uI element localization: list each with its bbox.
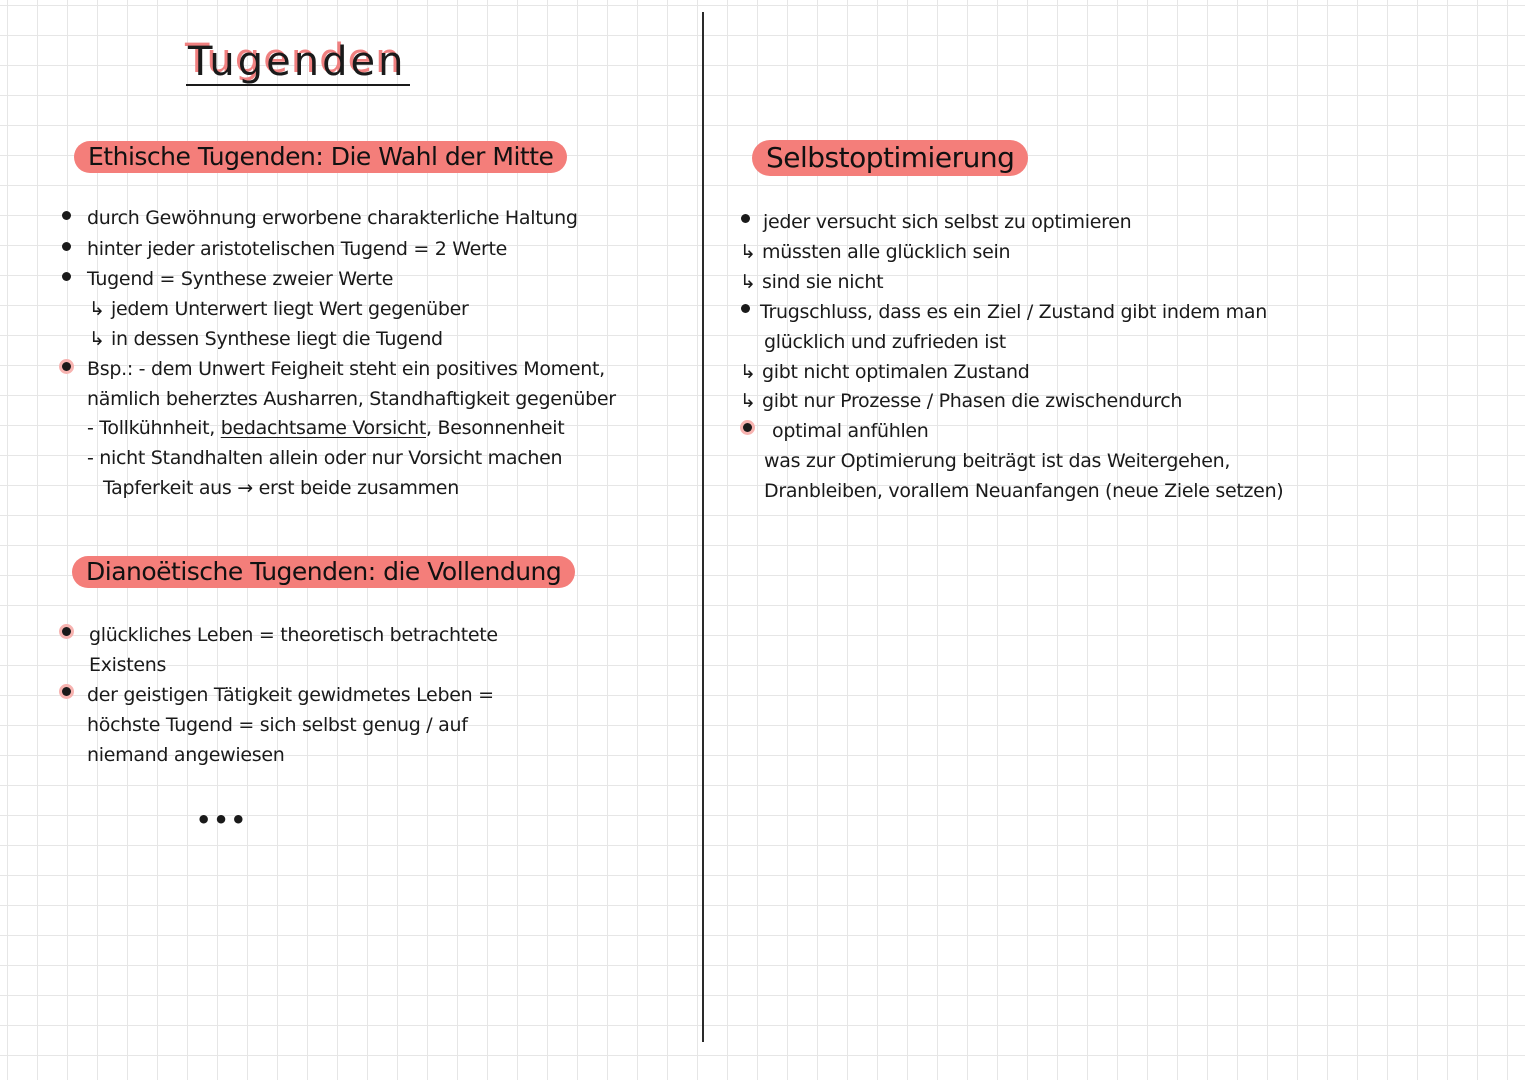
ethical-virtues-heading: Ethische Tugenden: Die Wahl der Mitte [74, 141, 567, 173]
bullet-dot-icon [743, 423, 752, 432]
bullet-dot-icon [62, 242, 71, 251]
bullet-dot-icon [62, 362, 71, 371]
optim-line-2 [740, 240, 1010, 264]
dianoetic-line-2: Existens [89, 654, 167, 676]
dianoetic-line-4: höchste Tugend = sich selbst genug / auf [87, 714, 468, 736]
optim-line-6 [740, 360, 1030, 384]
hook-arrow-icon: ↳ [740, 361, 756, 383]
optim-line-6-text: gibt nicht optimalen Zustand [762, 361, 1030, 383]
page-title: Tugenden [186, 40, 410, 86]
ethical-line-9: - nicht Standhalten allein oder nur Vorsicht machen [87, 447, 563, 469]
bullet-dot-icon [62, 272, 71, 281]
bullet-dot-icon [62, 627, 71, 636]
ethical-line-5 [89, 327, 443, 351]
ethical-line-7: nämlich beherztes Ausharren, Standhaftigkeit gegenüber [87, 388, 616, 410]
optim-line-10: Dranbleiben, vorallem Neuanfangen (neue Ziele setzen) [764, 480, 1284, 502]
optim-line-9: was zur Optimierung beiträgt ist das Weitergehen, [764, 450, 1231, 472]
optim-line-4: Trugschluss, dass es ein Ziel / Zustand gibt indem man [760, 301, 1267, 323]
page-divider [702, 12, 704, 1042]
ethical-line-2: hinter jeder aristotelischen Tugend = 2 Werte [87, 238, 508, 260]
ethical-line-6: Bsp.: - dem Unwert Feigheit steht ein positives Moment, [87, 358, 605, 380]
ethical-line-8 [87, 416, 564, 440]
hook-arrow-icon: ↳ [740, 390, 756, 412]
dianoetic-line-5: niemand angewiesen [87, 744, 285, 766]
ethical-line-4-text: jedem Unterwert liegt Wert gegenüber [111, 298, 469, 320]
optim-line-3 [740, 270, 883, 294]
optim-line-2-text: müssten alle glücklich sein [762, 241, 1011, 263]
dianoetic-virtues-heading: Dianoëtische Tugenden: die Vollendung [72, 556, 575, 588]
bullet-dot-icon [741, 304, 750, 313]
bullet-dot-icon [741, 214, 750, 223]
ethical-line-3: Tugend = Synthese zweier Werte [87, 268, 394, 290]
self-optimization-heading: Selbstoptimierung [752, 140, 1028, 176]
ethical-line-8b: bedachtsame Vorsicht [220, 417, 426, 439]
ethical-line-10: Tapferkeit aus → erst beide zusammen [103, 477, 459, 499]
optim-line-8: optimal anfühlen [772, 420, 929, 442]
ethical-line-5-text: in dessen Synthese liegt die Tugend [111, 328, 443, 350]
ethical-line-4 [89, 297, 469, 321]
optim-line-3-text: sind sie nicht [762, 271, 884, 293]
hook-arrow-icon: ↳ [740, 271, 756, 293]
ethical-line-1: durch Gewöhnung erworbene charakterliche Haltung [87, 207, 578, 229]
optim-line-5: glücklich und zufrieden ist [764, 331, 1006, 353]
ethical-line-8a: - Tollkühnheit, [87, 417, 221, 439]
bullet-dot-icon [62, 211, 71, 220]
ellipsis: ••• [196, 806, 249, 834]
optim-line-1: jeder versucht sich selbst zu optimieren [763, 211, 1132, 233]
hook-arrow-icon: ↳ [89, 328, 105, 350]
ethical-line-8c: , Besonnenheit [426, 417, 565, 439]
dianoetic-line-3: der geistigen Tätigkeit gewidmetes Leben = [87, 684, 494, 706]
hook-arrow-icon: ↳ [740, 241, 756, 263]
optim-line-7-text: gibt nur Prozesse / Phasen die zwischendurch [762, 390, 1183, 412]
optim-line-7 [740, 389, 1182, 413]
hook-arrow-icon: ↳ [89, 298, 105, 320]
bullet-dot-icon [62, 687, 71, 696]
dianoetic-line-1: glückliches Leben = theoretisch betrachtete [89, 624, 498, 646]
